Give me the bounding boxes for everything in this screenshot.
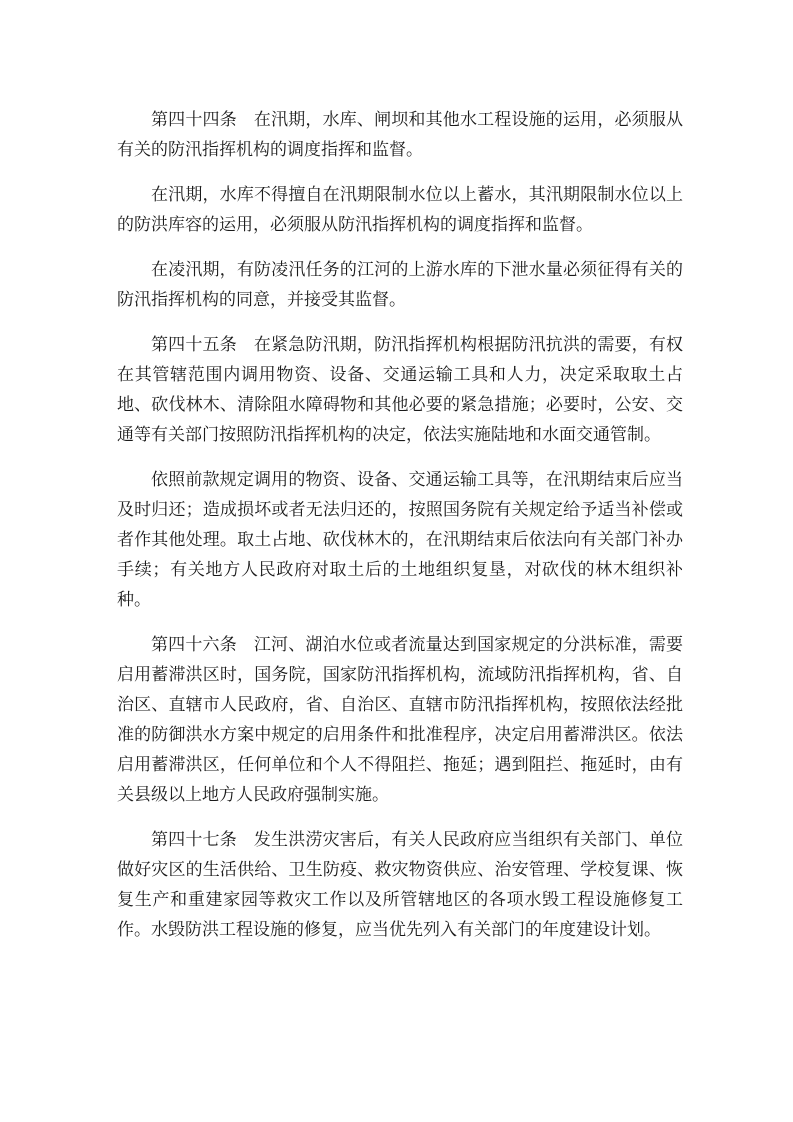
paragraph-article-47 [117,825,683,945]
article-number: 第四十五条 [151,335,237,355]
paragraph-text: 在汛期，水库不得擅自在汛期限制水位以上蓄水，其汛期限制水位以上的防洪库容的运用，必须服从防汛指挥机构的调度指挥和监督。 [117,185,683,235]
paragraph-article-44-clause-2 [117,180,683,240]
paragraph-text: 依照前款规定调用的物资、设备、交通运输工具等，在汛期结束后应当及时归还；造成损坏或者无法归还的，按照国务院有关规定给予适当补偿或者作其他处理。取土占地、砍伐林木的，在汛期结束后依法向有关部门补办手续；有关地方人民政府对取土后的土地组织复垦，对砍伐的林木组织补种。 [117,470,683,610]
paragraph-text: 江河、湖泊水位或者流量达到国家规定的分洪标准，需要启用蓄滞洪区时，国务院，国家防汛指挥机构，流域防汛指挥机构，省、自治区、直辖市人民政府，省、自治区、直辖市防汛指挥机构，按照依法经批准的防御洪水方案中规定的启用条件和批准程序，决定启用蓄滞洪区。依法启用蓄滞洪区，任何单位和个人不得阻拦、拖延；遇到阻拦、拖延时，由有关县级以上地方人民政府强制实施。 [117,635,684,805]
article-number: 第四十七条 [151,830,237,850]
paragraph-article-44 [117,105,683,165]
paragraph-text: 在凌汛期，有防凌汛任务的江河的上游水库的下泄水量必须征得有关的防汛指挥机构的同意，并接受其监督。 [117,260,683,310]
article-number: 第四十四条 [151,110,237,130]
paragraph-text: 在汛期，水库、闸坝和其他水工程设施的运用，必须服从有关的防汛指挥机构的调度指挥和监督。 [117,110,684,160]
article-number: 第四十六条 [151,635,237,655]
paragraph-article-46 [117,630,683,810]
paragraph-text: 在紧急防汛期，防汛指挥机构根据防汛抗洪的需要，有权在其管辖范围内调用物资、设备、交通运输工具和人力，决定采取取土占地、砍伐林木、清除阻水障碍物和其他必要的紧急措施；必要时，公安、交通等有关部门按照防汛指挥机构的决定，依法实施陆地和水面交通管制。 [117,335,684,445]
paragraph-article-45-clause-2 [117,465,683,615]
paragraph-article-45 [117,330,683,450]
paragraph-text: 发生洪涝灾害后，有关人民政府应当组织有关部门、单位做好灾区的生活供给、卫生防疫、救灾物资供应、治安管理、学校复课、恢复生产和重建家园等救灾工作以及所管辖地区的各项水毁工程设施修复工作。水毁防洪工程设施的修复，应当优先列入有关部门的年度建设计划。 [117,830,684,940]
document-body [117,105,683,960]
paragraph-article-44-clause-3 [117,255,683,315]
